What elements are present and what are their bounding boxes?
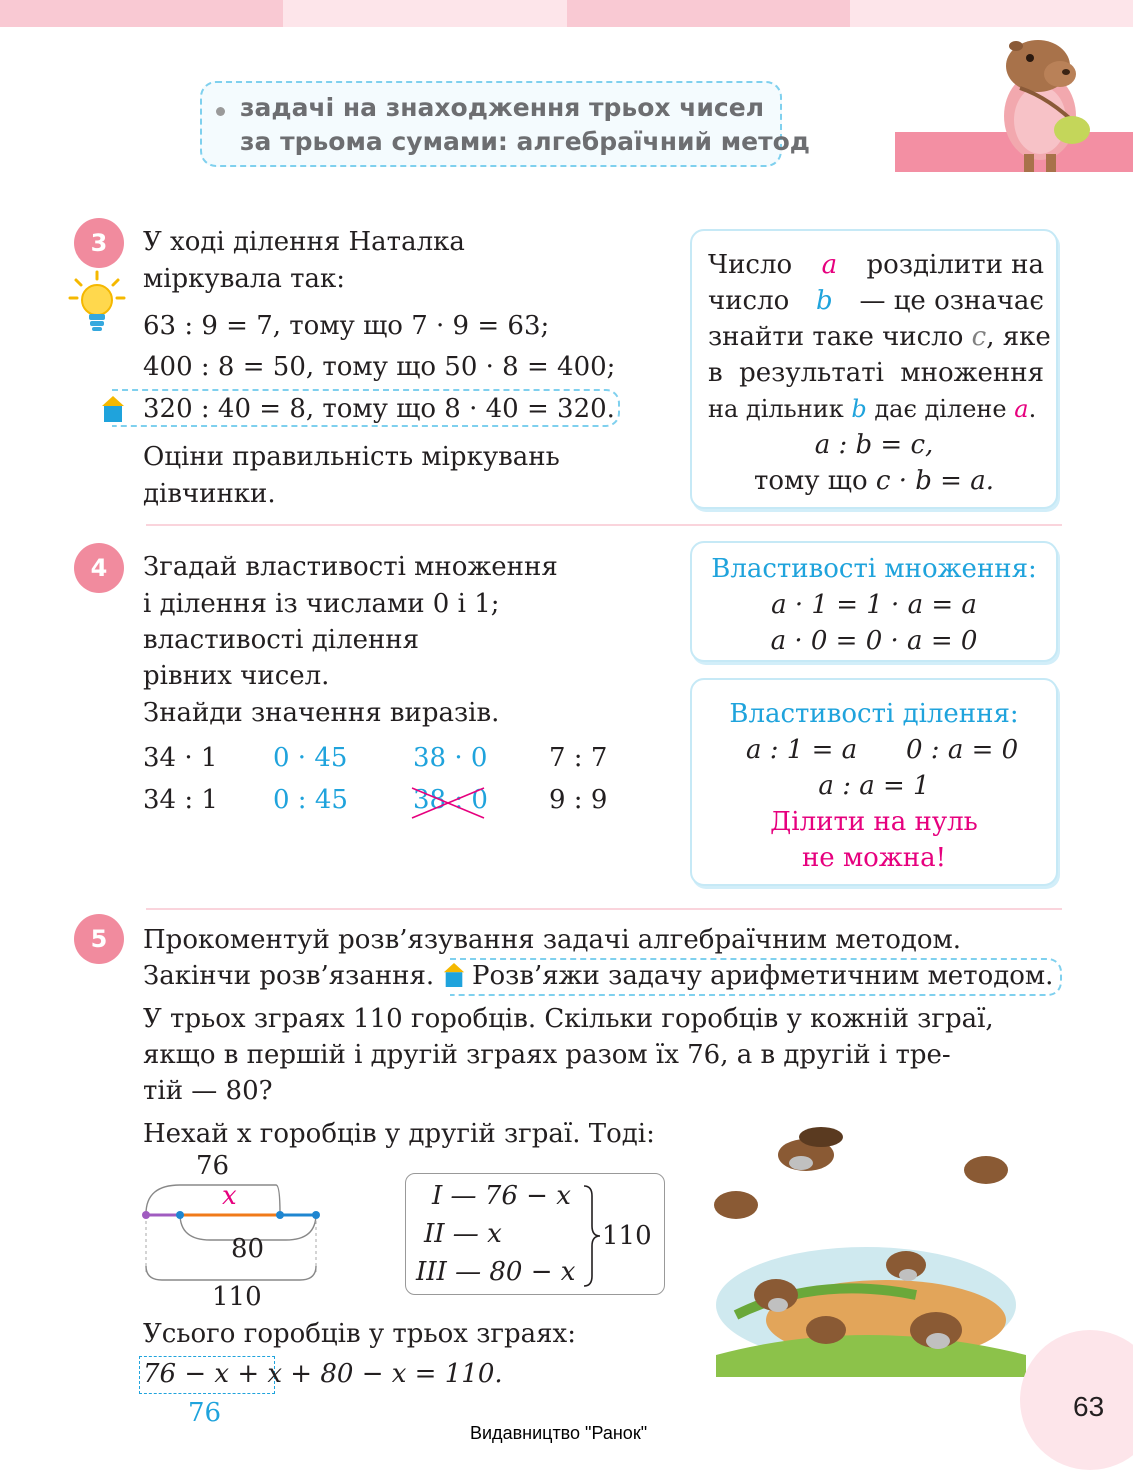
def-line-4: в результаті множення xyxy=(708,358,1044,388)
def-var-a2: a xyxy=(1014,395,1029,423)
def-line-5: на дільник xyxy=(708,395,844,423)
problem-line-1: У трьох зграях 110 горобців. Скільки горобців у кожній зграї, xyxy=(143,1004,994,1034)
house-icon xyxy=(100,394,126,424)
multiplication-properties-box xyxy=(690,541,1058,662)
task4-line-1: Згадай властивості множення xyxy=(143,552,558,582)
problem-line-3: тій — 80? xyxy=(143,1076,273,1106)
system-row-3: III — 80 − x xyxy=(416,1257,576,1287)
task3-intro-1: У ході ділення Наталка xyxy=(143,227,465,257)
expr-cell: 7 : 7 xyxy=(549,743,608,773)
def-var-b: b xyxy=(816,286,833,316)
sparrows-illustration xyxy=(696,1115,1036,1380)
system-row-1: I — 76 − x xyxy=(432,1181,571,1211)
brace-icon xyxy=(582,1184,602,1288)
diagram-label-80: 80 xyxy=(231,1234,265,1264)
task5-line-2a: Закінчи розв’язання. xyxy=(143,961,435,991)
task5-line-1: Прокоментуй розв’язування задачі алгебраїчним методом. xyxy=(143,925,962,955)
def-formula: a : b = c, xyxy=(814,430,934,460)
divider xyxy=(146,524,1062,526)
capybara-mascot-icon xyxy=(990,28,1110,176)
expr-cell: 0 : 45 xyxy=(273,785,348,815)
def-word-gives: дає ділене xyxy=(874,395,1007,423)
diagram-label-76: 76 xyxy=(196,1151,230,1181)
expr-cell: 34 : 1 xyxy=(143,785,218,815)
task4-line-4: рівних чисел. xyxy=(143,661,330,691)
publisher-footer: Видавництво "Ранок" xyxy=(470,1423,648,1443)
div-warning-2: не можна! xyxy=(801,843,947,873)
def-formula-2: c · b = a. xyxy=(875,466,994,496)
expr-cell: 0 · 45 xyxy=(273,743,348,773)
mult-formula-1: a · 1 = 1 · a = a xyxy=(771,590,977,620)
expr-cell: 34 · 1 xyxy=(143,743,218,773)
topic-line-1: задачі на знаходження трьох чисел xyxy=(240,93,764,122)
lightbulb-icon xyxy=(68,270,126,336)
system-total: 110 xyxy=(602,1221,652,1251)
div-formula-1: a : 1 = a xyxy=(746,735,858,765)
task-number-5: 5 xyxy=(74,914,124,964)
div-title: Властивості ділення: xyxy=(729,699,1019,729)
def-var-c: c xyxy=(971,322,987,352)
bullet-icon xyxy=(216,107,225,116)
diagram-label-x: x xyxy=(222,1181,237,1211)
task-number-4: 4 xyxy=(74,543,124,593)
expr-cell: 38 · 0 xyxy=(413,743,488,773)
def-word-divide: розділити на xyxy=(866,250,1044,280)
task3-question-2: дівчинки. xyxy=(143,479,276,509)
task3-equation-2: 400 : 8 = 50, тому що 50 · 8 = 400; xyxy=(143,352,616,382)
problem-line-2: якщо в першій і другій зграях разом їх 76, а в другій і тре- xyxy=(143,1040,951,1070)
task3-equation-3: 320 : 40 = 8, тому що 8 · 40 = 320. xyxy=(143,394,615,424)
mult-formula-2: a · 0 = 0 · a = 0 xyxy=(770,626,978,656)
let-statement: Нехай x горобців у другій зграї. Тоді: xyxy=(143,1119,655,1149)
diagram-label-110: 110 xyxy=(212,1282,262,1312)
division-properties-box xyxy=(690,678,1058,886)
div-warning-1: Ділити на нуль xyxy=(770,807,978,837)
final-equation: 76 − x + x + 80 − x = 110. xyxy=(143,1359,503,1389)
expr-cell: 9 : 9 xyxy=(549,785,608,815)
def-var-b2: b xyxy=(851,395,867,423)
task-number-3: 3 xyxy=(74,218,124,268)
def-word-which: , яке xyxy=(986,322,1051,352)
def-word-number2: число xyxy=(708,286,790,316)
task3-intro-2: міркувала так: xyxy=(143,264,346,294)
def-var-a: a xyxy=(821,250,838,280)
topic-box xyxy=(200,81,810,167)
def-word-number: Число xyxy=(708,250,793,280)
mult-title: Властивості множення: xyxy=(711,554,1037,584)
def-because: тому що xyxy=(753,466,868,496)
simplified-value: 76 xyxy=(188,1398,222,1428)
equation-system-box xyxy=(405,1173,665,1295)
task4-line-3: властивості ділення xyxy=(143,625,420,655)
house-icon xyxy=(442,961,466,989)
division-definition-box: Число a розділити на число b — це означає знайти таке число c, яке в результаті множення на дільник b дає ділене a. a : b = c, тому що c · b = a. xyxy=(690,229,1058,509)
div-formula-2: 0 : a = 0 xyxy=(906,735,1019,765)
task4-line-2: і ділення із числами 0 і 1; xyxy=(143,589,500,619)
task4-line-5: Знайди значення виразів. xyxy=(143,698,500,728)
def-word-means: — це означає xyxy=(859,286,1044,316)
task5-line-2b: Розв’яжи задачу арифметичним методом. xyxy=(472,961,1054,991)
system-row-2: II — x xyxy=(424,1219,502,1249)
divider xyxy=(146,908,1062,910)
strike-cross-icon xyxy=(410,784,486,822)
def-line-3: знайти таке число xyxy=(708,322,964,352)
task3-equation-1: 63 : 9 = 7, тому що 7 · 9 = 63; xyxy=(143,311,550,341)
expr-cell: 38 : 0 xyxy=(413,785,488,815)
task3-question-1: Оціни правильність міркувань xyxy=(143,442,560,472)
total-statement: Усього горобців у трьох зграях: xyxy=(143,1319,576,1349)
page-number: 63 xyxy=(1073,1391,1105,1422)
topic-line-2: за трьома сумами: алгебраїчний метод xyxy=(240,127,810,156)
div-formula-3: a : a = 1 xyxy=(818,771,930,801)
